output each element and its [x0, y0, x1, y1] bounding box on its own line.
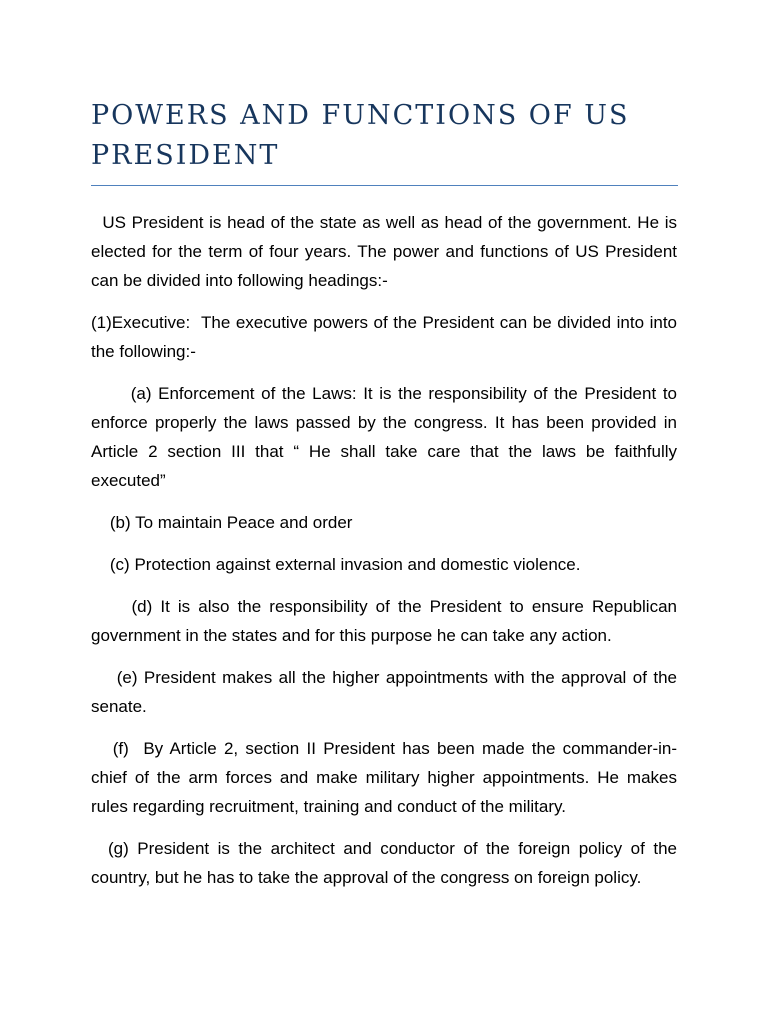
paragraph-item-c: (c) Protection against external invasion and domestic violence. — [91, 555, 581, 574]
paragraph-intro: US President is head of the state as well as head of the government. He is elected for the term of four years. The power and functions of US President can be divided into following headings:- — [91, 213, 677, 290]
paragraph-item-a: (a) Enforcement of the Laws: It is the responsibility of the President to enforce properly the laws passed by the congress. It has been provided in Article 2 section III that “ He shall take care that the laws be faithfully executed” — [91, 384, 677, 490]
document-page — [91, 96, 677, 892]
paragraph-item-b: (b) To maintain Peace and order — [91, 513, 353, 532]
paragraph-executive: (1)Executive: The executive powers of the President can be divided into into the following:- — [91, 313, 677, 361]
paragraph-item-f: (f) By Article 2, section II President has been made the commander-in- chief of the arm forces and make military higher appointments. He makes rules regarding recruitment, training and conduct of the military. — [91, 739, 677, 816]
paragraph-item-g: (g) President is the architect and conductor of the foreign policy of the country, but he has to take the approval of the congress on foreign policy. — [91, 839, 677, 887]
title-divider — [91, 185, 678, 186]
paragraph-item-e: (e) President makes all the higher appointments with the approval of the senate. — [91, 668, 677, 716]
document-title: POWERS AND FUNCTIONS OF US PRESIDENT — [91, 100, 630, 171]
paragraph-item-d: (d) It is also the responsibility of the President to ensure Republican government in the states and for this purpose he can take any action. — [91, 597, 677, 645]
